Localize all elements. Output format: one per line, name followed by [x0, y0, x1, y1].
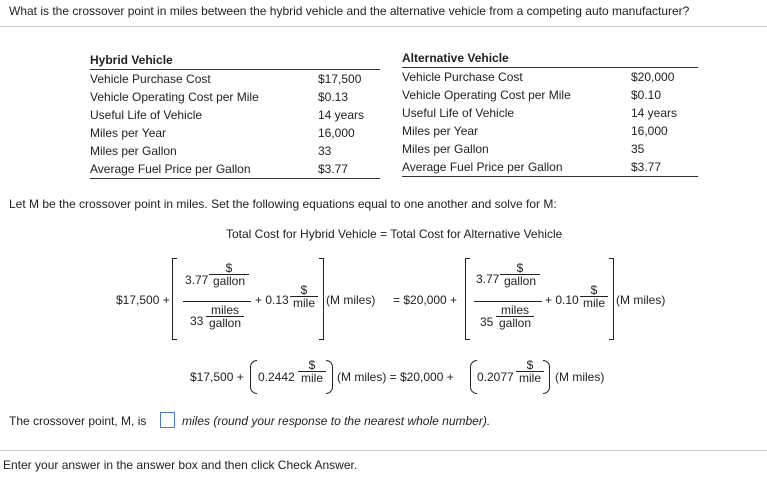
left-paren — [470, 360, 477, 394]
fraction-numerator: $ — [500, 262, 540, 275]
answer-prefix: The crossover point, M, is — [9, 414, 147, 428]
table-row — [402, 140, 698, 158]
table-row — [402, 104, 698, 122]
row-value: $0.13 — [318, 90, 349, 104]
fraction-denominator: gallon — [503, 274, 537, 288]
equation-title: Total Cost for Hybrid Vehicle = Total Cost for Alternative Vehicle — [226, 227, 563, 241]
table-row — [402, 86, 698, 104]
row-value: 35 — [631, 142, 645, 156]
row-label: Miles per Year — [402, 124, 479, 138]
big-fraction-bar — [474, 301, 542, 302]
row-label: Average Fuel Price per Gallon — [90, 162, 251, 176]
row-value: 14 years — [631, 106, 678, 120]
left-bracket — [172, 258, 177, 340]
fraction-numerator: $ — [290, 284, 318, 297]
fraction-denominator: mile — [518, 371, 541, 385]
hybrid-op-unit-fraction — [290, 284, 318, 310]
table-row — [90, 106, 380, 124]
alternative-mpg-unit-fraction — [496, 304, 534, 330]
answer-suffix: miles (round your response to the nearest whole number). — [182, 414, 491, 428]
hybrid-purchase-term: $17,500 + — [116, 293, 170, 307]
row-label: Useful Life of Vehicle — [90, 108, 203, 122]
alternative-operating-cost: + 0.10 — [545, 293, 579, 307]
row-value: $3.77 — [318, 162, 349, 176]
row-value: 16,000 — [318, 126, 355, 140]
hybrid-m-miles: (M miles) — [326, 293, 376, 307]
alternative-table-title: Alternative Vehicle — [402, 50, 698, 68]
right-paren — [326, 360, 333, 394]
alternative-op-unit-fraction — [580, 284, 608, 310]
hybrid-operating-cost: + 0.13 — [255, 293, 289, 307]
fraction-numerator: $ — [209, 262, 249, 275]
right-paren — [543, 360, 550, 394]
fraction-numerator: $ — [516, 359, 544, 372]
row-value: $17,500 — [318, 72, 362, 86]
fraction-numerator: $ — [298, 359, 326, 372]
fraction-numerator: miles — [496, 304, 534, 317]
table-row — [90, 142, 380, 160]
right-bracket — [319, 258, 324, 340]
alternative-fuel-price: 3.77 — [476, 272, 500, 286]
fraction-denominator: mile — [582, 296, 605, 310]
hybrid-purchase-term: $17,500 + — [190, 370, 244, 384]
alternative-purchase-term: = $20,000 + — [393, 293, 458, 307]
row-value: 14 years — [318, 108, 365, 122]
hybrid-mpg: 33 — [190, 314, 204, 328]
left-bracket — [465, 258, 470, 340]
hybrid-cost-unit-fraction — [298, 359, 326, 385]
table-row — [402, 158, 698, 176]
alternative-m-miles: (M miles) — [616, 293, 666, 307]
row-label: Vehicle Operating Cost per Mile — [402, 88, 571, 102]
header-divider — [0, 26, 767, 27]
table-row — [402, 122, 698, 140]
table-row — [90, 124, 380, 142]
fraction-denominator: gallon — [498, 316, 532, 330]
row-value: $3.77 — [631, 160, 662, 174]
fraction-denominator: mile — [292, 296, 315, 310]
alternative-cost-per-mile: 0.2077 — [477, 370, 514, 384]
row-label: Miles per Year — [90, 126, 167, 140]
table-row — [90, 70, 380, 88]
row-value: 16,000 — [631, 124, 668, 138]
row-value: $0.10 — [631, 88, 662, 102]
question-text: What is the crossover point in miles between the hybrid vehicle and the alternative vehicle from a competing auto manufacturer? — [9, 4, 690, 18]
alternative-m-miles: (M miles) — [555, 370, 605, 384]
fraction-numerator: miles — [206, 304, 244, 317]
fraction-denominator: gallon — [212, 274, 246, 288]
hybrid-cost-per-mile: 0.2442 — [258, 370, 295, 384]
alternative-table — [402, 50, 698, 177]
hybrid-price-unit-fraction — [209, 262, 249, 288]
row-label: Vehicle Purchase Cost — [402, 70, 523, 84]
fraction-denominator: gallon — [208, 316, 242, 330]
alternative-price-unit-fraction — [500, 262, 540, 288]
footer-instruction: Enter your answer in the answer box and then click Check Answer. — [3, 458, 358, 472]
answer-input[interactable] — [160, 412, 175, 428]
hybrid-fuel-price: 3.77 — [185, 273, 209, 287]
table-row — [90, 88, 380, 106]
row-value: $20,000 — [631, 70, 675, 84]
footer-divider — [0, 450, 767, 451]
big-fraction-bar — [183, 301, 251, 302]
hybrid-table — [90, 52, 380, 179]
fraction-numerator: $ — [580, 284, 608, 297]
row-label: Vehicle Purchase Cost — [90, 72, 211, 86]
alternative-cost-unit-fraction — [516, 359, 544, 385]
hybrid-mpg-unit-fraction — [206, 304, 244, 330]
left-paren — [250, 360, 257, 394]
table-row — [402, 68, 698, 86]
row-label: Miles per Gallon — [402, 142, 489, 156]
hybrid-table-title: Hybrid Vehicle — [90, 52, 380, 70]
row-label: Useful Life of Vehicle — [402, 106, 515, 120]
row-label: Miles per Gallon — [90, 144, 177, 158]
row-label: Vehicle Operating Cost per Mile — [90, 90, 259, 104]
hybrid-m-and-alt-purchase: (M miles) = $20,000 + — [337, 370, 454, 384]
alternative-mpg: 35 — [480, 315, 494, 329]
table-row — [90, 160, 380, 178]
row-label: Average Fuel Price per Gallon — [402, 160, 563, 174]
fraction-denominator: mile — [300, 371, 323, 385]
instruction-text: Let M be the crossover point in miles. Set the following equations equal to one another and solve for M: — [9, 197, 557, 211]
row-value: 33 — [318, 144, 332, 158]
right-bracket — [609, 258, 614, 340]
